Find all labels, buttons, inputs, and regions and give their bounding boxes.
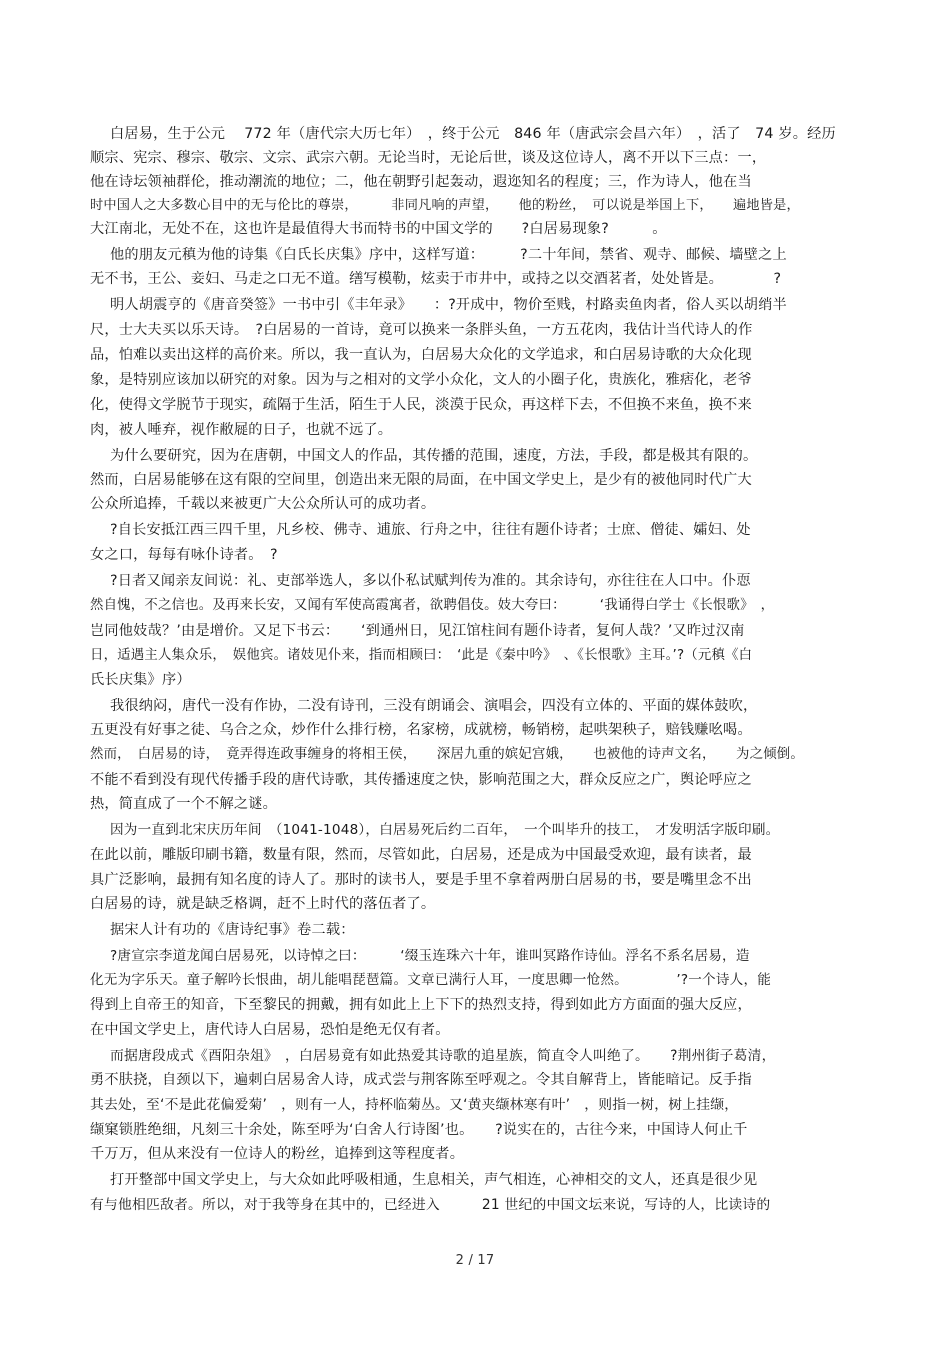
text-line: 其去处，至‘不是此花偏爱菊’ ，则有一人，持杯临菊丛。又‘黄夹缬林寒有叶’ ，则指一树，树上挂缬， [90, 1097, 739, 1113]
text-line: 象，是特别应该加以研究的对象。因为与之相对的文学小众化，文人的小圈子化，贵族化，雅痞化，老爷 [90, 372, 752, 388]
text-line: 时中国人之大多数心目中的无与伦比的尊崇， 非同凡响的声望， 他的粉丝， 可以说是举国上下， 遍地皆是， [90, 198, 800, 213]
text-line: 公众所追捧，千载以来被更广大公众所认可的成功者。 [90, 496, 436, 512]
text-line: 打开整部中国文学史上，与大众如此呼吸相通，生息相关，声气相连，心神相交的文人，还真是很少见 [110, 1172, 758, 1188]
text-line: 然自愧，不之信也。及再来长安，又闻有军使高霞寓者，欲聘倡伎。妓大夸曰： ‘我诵得白学士《长恨歌》 ， [90, 598, 775, 613]
text-line: ?自长安抵江西三四千里，凡乡校、佛寺、逋旅、行舟之中，往往有题仆诗者；士庶、僧徒、孀妇、处 [110, 522, 751, 538]
text-line: 白居易的诗，就是缺乏格调，赶不上时代的落伍者了。 [90, 896, 436, 912]
text-line: 据宋人计有功的《唐诗纪事》卷二载： [110, 922, 355, 938]
text-line: 化无为字乐天。童子解吟长恨曲，胡儿能唱琵琶篇。文章已满行人耳，一度思卿一怆然。 ’?一个诗人，能 [90, 972, 772, 988]
text-line: 不能不看到没有现代传播手段的唐代诗歌，其传播速度之快，影响范围之大，群众反应之广，舆论呼应之 [90, 772, 752, 788]
text-line: 大江南北，无处不在，这也许是最值得大书而特书的中国文学的 ?白居易现象? 。 [90, 221, 667, 237]
text-line: 尺，士大夫买以乐天诗。 ?白居易的一首诗，竟可以换来一条胖头鱼，一方五花肉，我估计当代诗人的作 [90, 322, 753, 338]
text-line: 化，使得文学脱节于现实，疏隔于生活，陌生于人民，淡漠于民众，再这样下去，不但换不来鱼，换不来 [90, 397, 752, 413]
text-line: 在中国文学史上，唐代诗人白居易，恐怕是绝无仅有者。 [90, 1022, 450, 1038]
text-line: 为什么要研究，因为在唐朝，中国文人的作品，其传播的范围，速度，方法，手段，都是极其有限的。 [110, 448, 758, 464]
text-line: 有与他相匹敌者。所以，对于我等身在其中的，已经进入 21 世纪的中国文坛来说，写诗的人，比读诗的 [90, 1197, 771, 1213]
text-line: 品，怕难以卖出这样的高价来。所以，我一直认为，白居易大众化的文学追求，和白居易诗歌的大众化现 [90, 347, 752, 363]
text-line: 而据唐段成式《酉阳杂俎》 ，白居易竟有如此热爱其诗歌的追星族，简直令人叫绝了。 ?荆州街子葛清， [110, 1048, 776, 1064]
text-line: 然而， 白居易的诗， 竟弄得连政事缠身的将相王侯， 深居九重的嫔妃宫娥， 也被他的诗声文名， 为之倾倒。 [90, 747, 804, 762]
text-line: 女之口，每每有咏仆诗者。 ? [90, 547, 278, 563]
text-line: 白居易，生于公元 772 年（唐代宗大历七年） ，终于公元 846 年（唐武宗会昌六年） ，活了 74 岁。经历 [110, 126, 836, 142]
text-line: 无不书，王公、妾妇、马走之口无不道。缮写模勒，炫卖于市井中，或持之以交酒茗者，处处皆是。 ? [90, 271, 782, 287]
text-line: 热，简直成了一个不解之谜。 [90, 796, 278, 812]
text-line: 五更没有好事之徒、乌合之众，炒作什么排行榜，名家榜，成就榜，畅销榜，起哄架秧子，赔钱赚吆喝。 [90, 722, 752, 738]
text-line: 顺宗、宪宗、穆宗、敬宗、文宗、武宗六朝。无论当时，无论后世，谈及这位诗人，离不开以下三点：一， [90, 150, 767, 166]
text-line: ?日者又闻亲友间说：礼、吏部举选人，多以仆私试赋判传为准的。其余诗句，亦往往在人口中。仆恧 [110, 573, 751, 589]
text-line: 具广泛影响，最拥有知名度的诗人了。那时的读书人，要是手里不拿着两册白居易的书，要是嘴里念不出 [90, 872, 752, 888]
text-line: 在此以前，雕版印刷书籍，数量有限，然而，尽管如此，白居易，还是成为中国最受欢迎，最有读者，最 [90, 847, 752, 863]
text-line: 千万万，但从来没有一位诗人的粉丝，追捧到这等程度者。 [90, 1146, 465, 1162]
text-line: 肉，被人唾弃，视作敝屣的日子，也就不远了。 [90, 422, 393, 438]
text-line: 明人胡震亨的《唐音癸签》一书中引《丰年录》 ：?开成中，物价至贱，村路卖鱼肉者，俗人买以胡绡半 [110, 297, 787, 313]
text-line: 我很纳闷，唐代一没有作协，二没有诗刊，三没有朗诵会、演唱会，四没有立体的、平面的媒体鼓吹， [110, 698, 758, 714]
text-line: 得到上自帝王的知音，下至黎民的拥戴，拥有如此上上下下的热烈支持，得到如此方方面面的强大反应， [90, 997, 752, 1013]
text-line: 缬窠锁胜绝细，凡刻三十余处，陈至呼为‘白舍人行诗图’也。 ?说实在的，古往今来，中国诗人何止千 [90, 1122, 748, 1138]
text-line: 然而，白居易能够在这有限的空间里，创造出来无限的局面，在中国文学史上，是少有的被他同时代广大 [90, 472, 752, 488]
text-line: 氏长庆集》序） [90, 672, 191, 688]
text-line: 他在诗坛领袖群伦，推动潮流的地位；二，他在朝野引起轰动，遐迩知名的程度；三，作为诗人，他在当 [90, 174, 752, 190]
text-line: 勇不肤挠，自颈以下，遍刺白居易舍人诗，成式尝与荆客陈至呼观之。令其自解背上，皆能暗记。反手指 [90, 1072, 752, 1088]
text-line: 岂同他妓哉？’由是增价。又足下书云： ‘到通州日，见江馆柱间有题仆诗者，复何人哉？’又昨过汉南 [90, 623, 745, 639]
text-line: 日，适遇主人集众乐， 娱他宾。诸妓见仆来，指而相顾曰： ‘此是《秦中吟》 、《长恨歌》主耳。’?（元稹《白 [90, 648, 753, 663]
text-line: ?唐宣宗李道龙闻白居易死，以诗悼之曰： ‘缀玉连珠六十年，谁叫冥路作诗仙。浮名不系名居易，造 [110, 948, 750, 964]
text-line: 他的朋友元稹为他的诗集《白氏长庆集》序中，这样写道： ?二十年间，禁省、观寺、邮候、墙壁之上 [110, 247, 787, 263]
page-number: 2 / 17 [455, 1253, 495, 1268]
text-line: 因为一直到北宋庆历年间 （1041-1048），白居易死后约二百年， 一个叫毕升的技工， 才发明活字版印刷。 [110, 822, 780, 838]
